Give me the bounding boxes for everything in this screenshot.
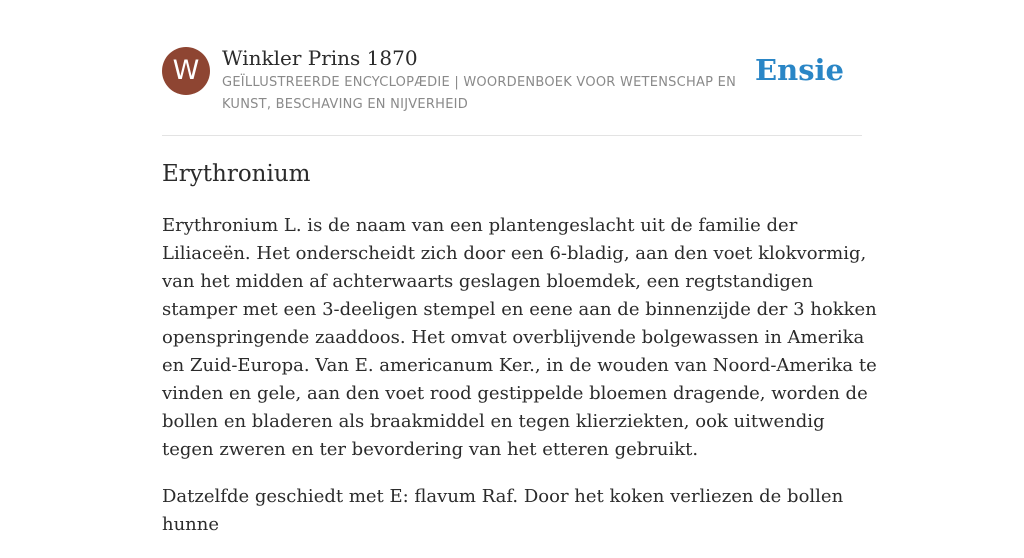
source-subtitle: GEÏLLUSTREERDE ENCYCLOPÆDIE | WOORDENBOEK VOOR WETENSCHAP EN KUNST, BESCHAVING EN NIJVERHEID: [222, 75, 737, 112]
source-header: [162, 46, 862, 136]
source-title-link[interactable]: Winkler Prins 1870: [222, 46, 418, 70]
entry-paragraph: Erythronium L. is de naam van een plantengeslacht uit de familie der Liliaceën. Het onderscheidt zich door een 6-bladig, aan den voet klokvormig, van het midden af achterwaarts geslagen bloemdek, een regtstandigen stamper met een 3-deeligen stempel en eene aan de binnenzijde der 3 hokken openspringende zaaddoos. Het omvat overblijvende bolgewassen in Amerika en Zuid-Europa. Van E. americanum Ker., in de wouden van Noord-Amerika te vinden en gele, aan den voet rood gestippelde bloemen dragende, worden de bollen en bladeren als braakmiddel en tegen klierziekten, ook uitwendig tegen zweren en ter bevordering van het etteren gebruikt.: [162, 215, 877, 460]
entry-title: Erythronium: [162, 161, 311, 187]
entry-body: [162, 212, 877, 558]
ensie-logo-link[interactable]: Ensie: [755, 53, 844, 87]
source-avatar[interactable]: W: [162, 47, 210, 95]
entry-paragraph: Datzelfde geschiedt met E: flavum Raf. Door het koken verliezen de bollen hunne: [162, 486, 844, 535]
